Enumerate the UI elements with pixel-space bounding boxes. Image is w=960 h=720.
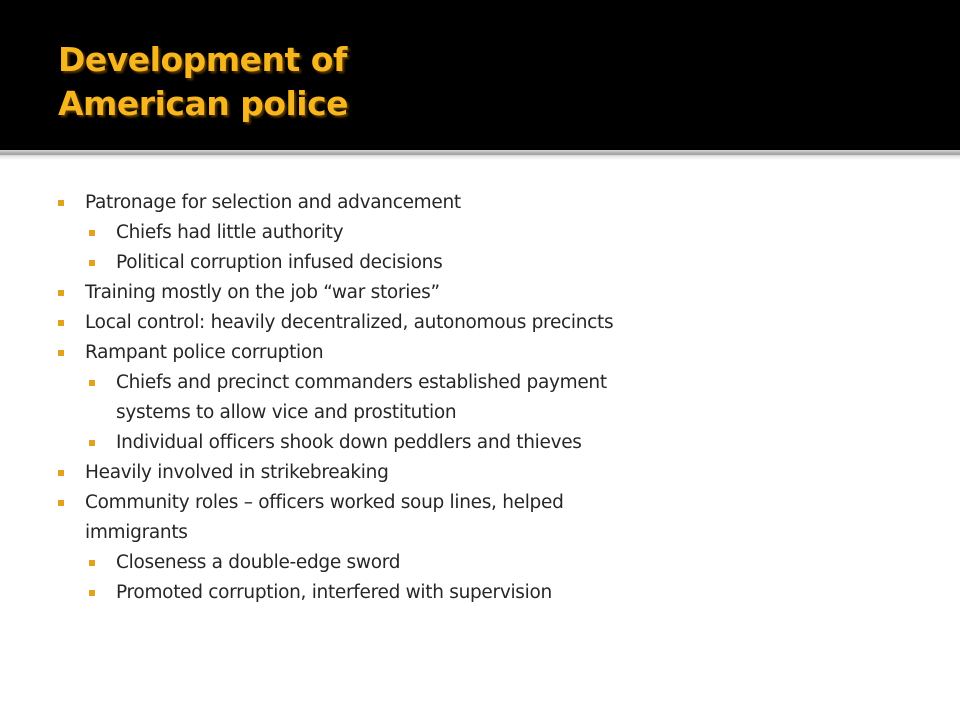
square-bullet-icon bbox=[58, 500, 64, 506]
sub-bullet-item bbox=[58, 428, 586, 458]
square-bullet-icon bbox=[89, 380, 95, 386]
bullet-item bbox=[58, 308, 625, 338]
bullet-text: Training mostly on the job “war stories” bbox=[85, 282, 440, 303]
square-bullet-icon bbox=[89, 230, 95, 236]
square-bullet-icon bbox=[58, 470, 64, 476]
square-bullet-icon bbox=[89, 590, 95, 596]
sub-bullet-item bbox=[58, 548, 678, 578]
sub-bullet-item bbox=[58, 578, 678, 608]
square-bullet-icon bbox=[89, 440, 95, 446]
bullet-item bbox=[58, 338, 678, 368]
slide-title-line-1: Development of bbox=[58, 40, 347, 79]
square-bullet-icon bbox=[58, 350, 64, 356]
bullet-list bbox=[58, 188, 678, 608]
bullet-text: Individual officers shook down peddlers and thieves bbox=[116, 432, 582, 453]
bullet-text: Promoted corruption, interfered with supervision bbox=[116, 582, 552, 603]
slide-title bbox=[58, 38, 348, 126]
square-bullet-icon bbox=[58, 200, 64, 206]
square-bullet-icon bbox=[89, 560, 95, 566]
bullet-text: Local control: heavily decentralized, autonomous precincts bbox=[85, 312, 614, 333]
bullet-text: Rampant police corruption bbox=[85, 342, 324, 363]
title-bar bbox=[0, 0, 960, 150]
bullet-item bbox=[58, 458, 678, 488]
slide-title-line-2: American police bbox=[58, 84, 349, 123]
square-bullet-icon bbox=[58, 290, 64, 296]
bullet-text: Closeness a double-edge sword bbox=[116, 552, 401, 573]
bullet-text: Political corruption infused decisions bbox=[116, 252, 443, 273]
square-bullet-icon bbox=[89, 260, 95, 266]
bullet-item bbox=[58, 488, 595, 548]
bullet-text: Chiefs and precinct commanders established payment systems to allow vice and prostitution bbox=[116, 372, 607, 423]
square-bullet-icon bbox=[58, 320, 64, 326]
title-divider bbox=[0, 150, 960, 160]
bullet-item bbox=[58, 278, 678, 308]
sub-bullet-item bbox=[58, 368, 616, 428]
bullet-text: Heavily involved in strikebreaking bbox=[85, 462, 389, 483]
bullet-text: Patronage for selection and advancement bbox=[85, 192, 461, 213]
bullet-text: Chiefs had little authority bbox=[116, 222, 344, 243]
sub-bullet-item bbox=[58, 218, 678, 248]
sub-bullet-item bbox=[58, 248, 678, 278]
bullet-text: Community roles – officers worked soup lines, helped immigrants bbox=[85, 492, 564, 543]
bullet-item bbox=[58, 188, 678, 218]
